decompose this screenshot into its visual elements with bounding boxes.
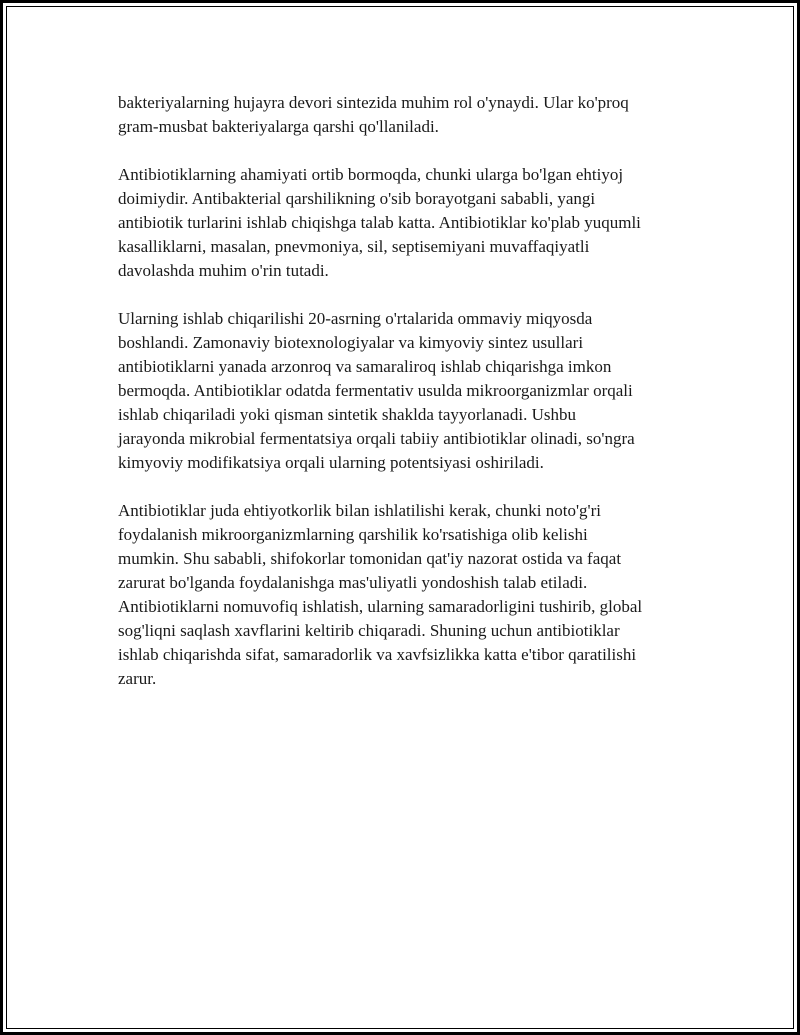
paragraph-3: Ularning ishlab chiqarilishi 20-asrning o'rtalarida ommaviy miqyosda boshlandi. Zamonaviy biotexnologiyalar va kimyoviy sintez usullari antibiotiklarni yanada arzonroq va samaraliroq ishlab chiqarishga imkon bermoqda. Antibiotiklar odatda fermentativ usulda mikroorganizmlar orqali ishlab chiqariladi yoki qisman sintetik shaklda tayyorlanadi. Ushbu jarayonda mikrobial fermentatsiya orqali tabiiy antibiotiklar olinadi, so'ngra kimyoviy modifikatsiya orqali ularning potentsiyasi oshiriladi. [118, 309, 635, 472]
paragraph-1: bakteriyalarning hujayra devori sintezida muhim rol o'ynaydi. Ular ko'proq gram-musbat bakteriyalarga qarshi qo'llaniladi. [118, 93, 629, 136]
paragraph-2: Antibiotiklarning ahamiyati ortib bormoqda, chunki ularga bo'lgan ehtiyoj doimiydir. Antibakterial qarshilikning o'sib borayotgani sababli, yangi antibiotik turlarini ishlab chiqishga talab katta. Antibiotiklar ko'plab yuqumli kasalliklarni, masalan, pnevmoniya, sil, septisemiyani muvaffaqiyatli davolashda muhim o'rin tutadi. [118, 165, 641, 280]
document-body [118, 91, 698, 715]
paragraph-4: Antibiotiklar juda ehtiyotkorlik bilan ishlatilishi kerak, chunki noto'g'ri foydalanish mikroorganizmlarning qarshilik ko'rsatishiga olib kelishi mumkin. Shu sababli, shifokorlar tomonidan qat'iy nazorat ostida va faqat zarurat bo'lganda foydalanishga mas'uliyatli yondoshish talab etiladi. Antibiotiklarni nomuvofiq ishlatish, ularning samaradorligini tushirib, global sog'liqni saqlash xavflarini keltirib chiqaradi. Shuning uchun antibiotiklar ishlab chiqarishda sifat, samaradorlik va xavfsizlikka katta e'tibor qaratilishi zarur. [118, 501, 643, 688]
